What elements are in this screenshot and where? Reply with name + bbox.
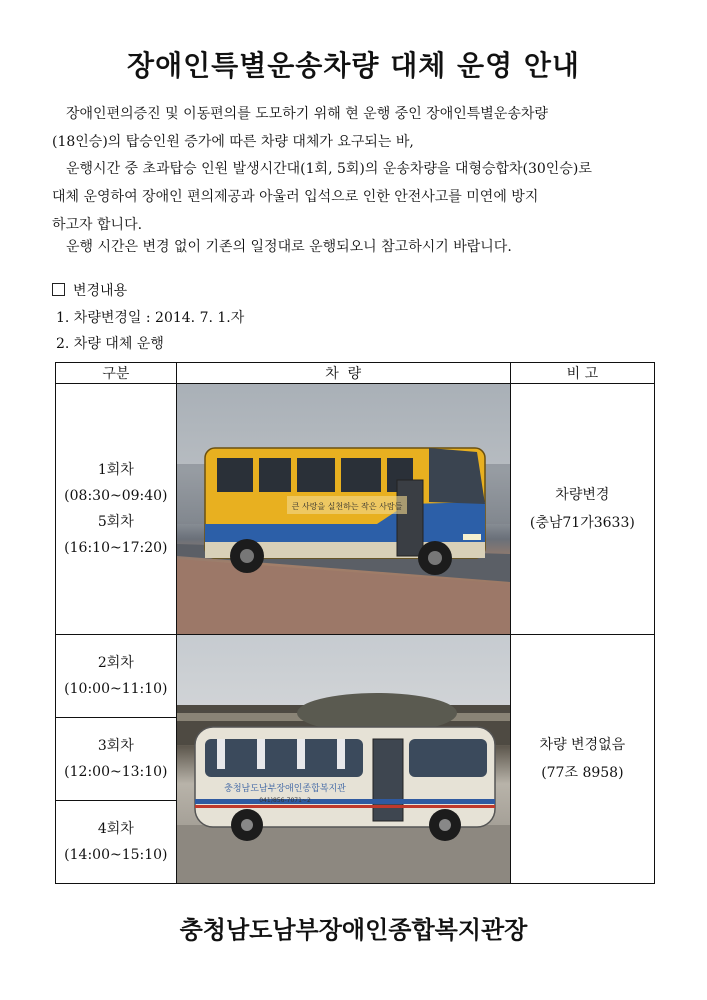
run-time: (12:00~13:10) [64,764,168,780]
run-label: 2회차 [97,655,134,671]
runs-cell-1-5 [56,384,177,635]
remarks-cell-changed [510,384,654,635]
header-remarks: 비 고 [510,363,654,384]
intro-p2-line1: 운행시간 중 초과탑승 인원 발생시간대(1회, 5회)의 운송차량을 대형승합차(30인승)로 [66,161,592,177]
remarks-cell-unchanged [510,635,654,884]
intro-p2-line3: 하고자 합니다. [52,217,143,233]
large-bus-icon [177,384,510,634]
schedule-table [55,362,655,884]
table-header-row [56,363,655,384]
intro-paragraph-2 [52,155,662,239]
run-time: (14:00~15:10) [64,847,168,863]
run-time: (08:30~09:40) [64,488,168,504]
changes-heading [52,280,127,300]
intro-p2-line2: 대체 운영하여 장애인 편의제공과 아울러 입석으로 인한 안전사고를 미연에 방지 [52,189,539,205]
issuer-signature: 충청남도남부장애인종합복지관장 [179,916,528,944]
bus1-side-text: 큰 사랑을 실천하는 작은 사람들 [291,502,403,511]
page-title: 장애인특별운송차량 대체 운영 안내 [127,49,580,82]
intro-paragraph-1 [52,100,662,156]
header-vehicle: 차 량 [176,363,510,384]
table-row [56,384,655,635]
table-row [56,635,655,718]
change-item-2: 2. 차량 대체 운행 [56,336,164,352]
run-label: 4회차 [97,821,134,837]
runs-cell-2 [56,635,177,718]
run-time: (16:10~17:20) [64,540,168,556]
bus2-phone: 041)856-7071~2 [258,797,311,804]
run-label: 3회차 [97,738,134,754]
bus2-side-text: 충청남도남부장애인종합복지관 [223,784,346,794]
runs-cell-4 [56,801,177,884]
checkbox-square-icon [52,283,65,296]
change-item-1: 1. 차량변경일 : 2014. 7. 1.자 [56,310,245,326]
small-bus-photo [177,635,510,883]
header-category: 구분 [56,363,177,384]
intro-p3-line1: 운행 시간은 변경 없이 기존의 일정대로 운행되오니 참고하시기 바랍니다. [66,239,512,255]
intro-paragraph-3 [52,233,662,261]
remark-plate: (충남71가3633) [529,515,635,531]
intro-p1-line1: 장애인편의증진 및 이동편의를 도모하기 위해 현 운행 중인 장애인특별운송차량 [66,106,548,122]
vehicle-photo-cell [176,635,510,884]
remark-text: 차량변경 [555,487,610,503]
vehicle-photo-cell [176,384,510,635]
run-time: (10:00~11:10) [64,681,168,697]
large-bus-photo [177,384,510,634]
changes-heading-label: 변경내용 [73,283,128,299]
remark-text: 차량 변경없음 [539,737,626,753]
intro-p1-line2: (18인승)의 탑승인원 증가에 따른 차량 대체가 요구되는 바, [52,134,414,150]
run-label: 1회차 [97,462,134,478]
runs-cell-3 [56,718,177,801]
run-label: 5회차 [97,514,134,530]
remark-plate: (77조 8958) [541,765,624,781]
small-bus-icon [177,635,510,883]
